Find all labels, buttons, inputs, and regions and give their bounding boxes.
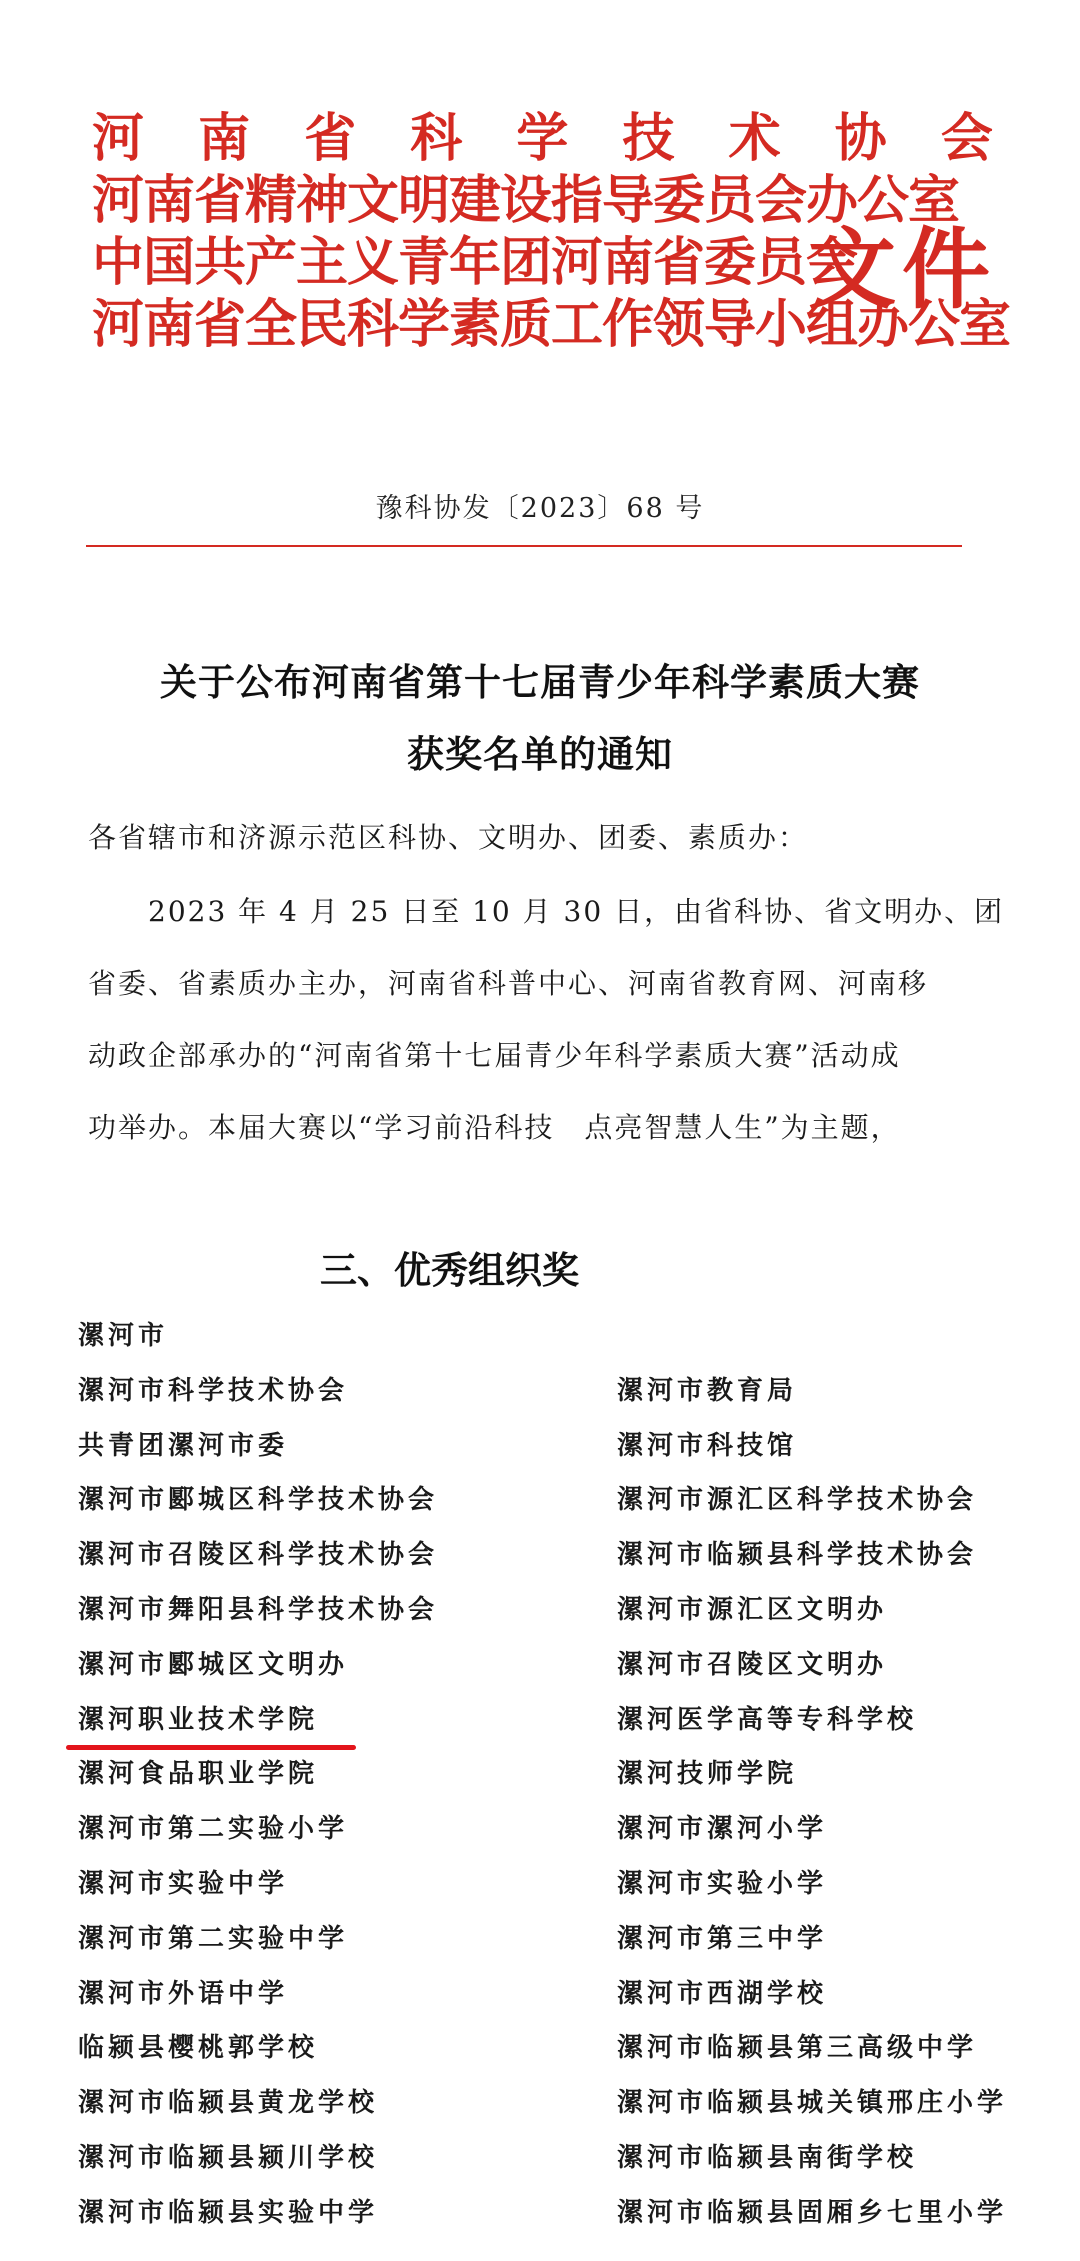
list-item: 漯河市临颍县实验中学 [78, 2197, 379, 2228]
list-item: 临颍县樱桃郭学校 [78, 2033, 319, 2064]
list-item: 漯河市 [78, 1321, 169, 1351]
award-list-left [78, 1316, 438, 2248]
list-item: 漯河市源汇区文明办 [617, 1594, 888, 1625]
section-heading: 三、优秀组织奖 [320, 1249, 579, 1292]
issuer-line: 中国共产主义青年团河南省委员会 [92, 232, 858, 293]
list-item: 漯河食品职业学院 [78, 1759, 319, 1790]
list-item [617, 1316, 1007, 1371]
list-item: 漯河市科技馆 [617, 1430, 798, 1461]
list-item: 漯河市临颍县南街学校 [617, 2142, 918, 2173]
list-item: 漯河市教育局 [617, 1375, 798, 1406]
award-list-right [617, 1316, 1007, 2248]
list-item: 漯河市临颍县第三高级中学 [617, 2033, 978, 2064]
list-item: 漯河市第三中学 [617, 1923, 828, 1954]
list-item: 漯河医学高等专科学校 [617, 1704, 918, 1735]
list-item: 漯河市源汇区科学技术协会 [617, 1485, 978, 1516]
list-item: 漯河市临颍县黄龙学校 [78, 2088, 379, 2119]
list-item: 漯河市临颍县科学技术协会 [617, 1540, 978, 1571]
red-underline-highlight [66, 1745, 356, 1750]
list-item: 漯河市郾城区文明办 [78, 1649, 349, 1680]
list-item: 漯河市第二实验小学 [78, 1814, 349, 1845]
list-item: 漯河市漯河小学 [617, 1814, 828, 1845]
issuer-line: 河 南 省 科 学 技 术 协 会 [92, 108, 1011, 169]
header-divider [86, 545, 962, 547]
body-paragraph-line: 功举办。本届大赛以“学习前沿科技 点亮智慧人生”为主题， [88, 1111, 901, 1144]
list-item: 漯河市科学技术协会 [78, 1375, 349, 1406]
list-item: 漯河市第二实验中学 [78, 1923, 349, 1954]
list-item: 漯河市临颍县城关镇邢庄小学 [617, 2088, 1008, 2119]
document-type-label: 文件 [808, 217, 997, 321]
list-item-highlighted: 漯河职业技术学院 [78, 1704, 319, 1735]
body-paragraph-line: 2023 年 4 月 25 日至 10 月 30 日，由省科协、省文明办、团 [88, 895, 1005, 928]
list-item: 漯河市实验小学 [617, 1868, 828, 1899]
list-item: 漯河市舞阳县科学技术协会 [78, 1594, 439, 1625]
list-item: 漯河市西湖学校 [617, 1978, 828, 2009]
list-item: 共青团漯河市委 [78, 1430, 289, 1461]
issuer-line: 河南省精神文明建设指导委员会办公室 [92, 170, 960, 231]
issuer-line: 河南省全民科学素质工作领导小组办公室 [92, 294, 1011, 355]
body-paragraph-line: 动政企部承办的“河南省第十七届青少年科学素质大赛”活动成 [88, 1039, 901, 1072]
notice-title-line-1: 关于公布河南省第十七届青少年科学素质大赛 [160, 660, 920, 704]
list-item: 漯河市郾城区科学技术协会 [78, 1485, 439, 1516]
list-item: 漯河市实验中学 [78, 1868, 289, 1899]
list-item: 漯河市临颍县颍川学校 [78, 2142, 379, 2173]
list-item: 漯河市召陵区文明办 [617, 1649, 888, 1680]
body-paragraph-line: 省委、省素质办主办，河南省科普中心、河南省教育网、河南移 [88, 967, 929, 1000]
list-item: 漯河市外语中学 [78, 1978, 289, 2009]
list-item: 漯河技师学院 [617, 1759, 798, 1790]
list-item: 漯河市临颍县固厢乡七里小学 [617, 2197, 1008, 2228]
list-item: 漯河市召陵区科学技术协会 [78, 1540, 439, 1571]
notice-title-line-2: 获奖名单的通知 [407, 732, 673, 776]
document-number: 豫科协发〔2023〕68 号 [375, 493, 705, 524]
salutation: 各省辖市和济源示范区科协、文明办、团委、素质办： [88, 821, 809, 854]
